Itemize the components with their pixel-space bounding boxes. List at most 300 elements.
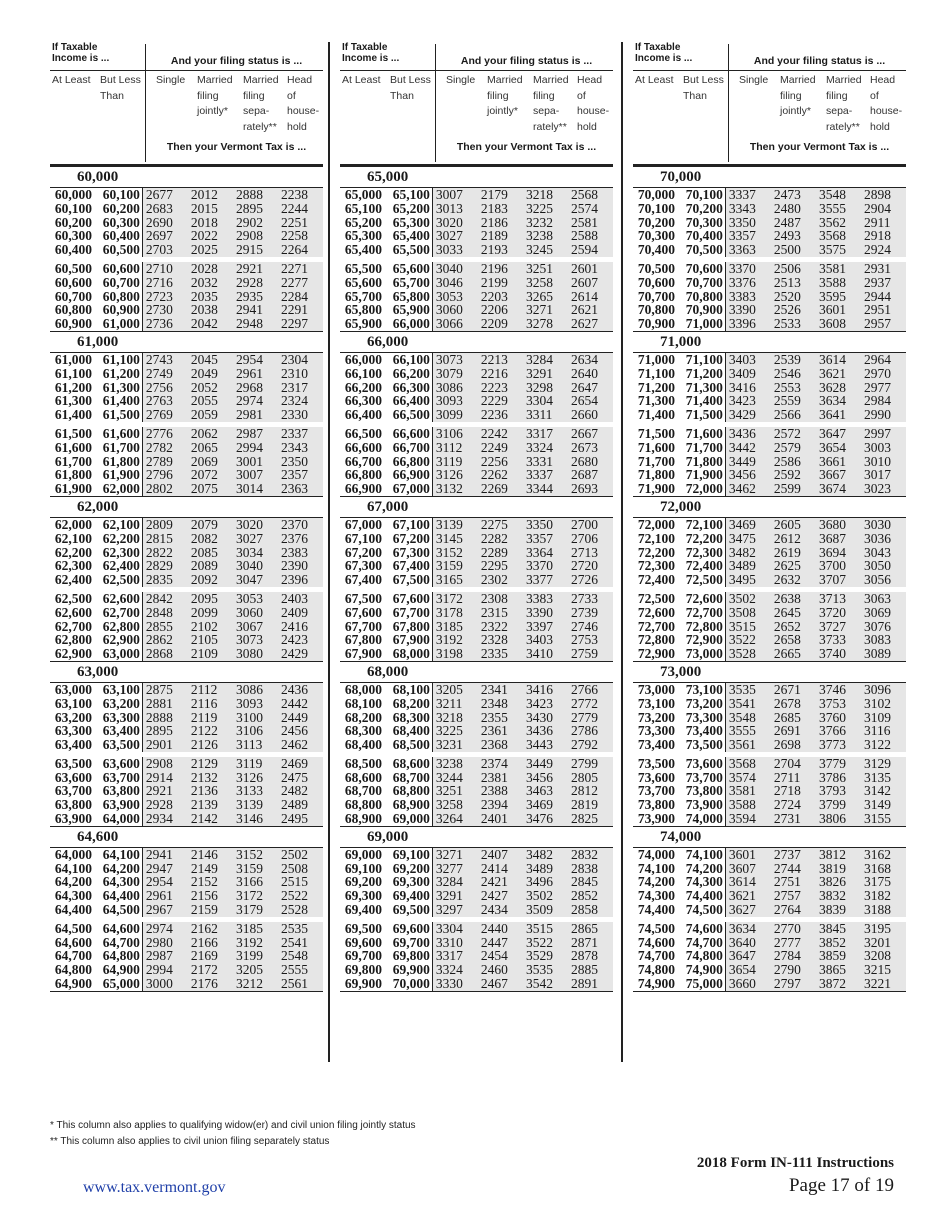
at-least-cell: 63,800 xyxy=(54,797,93,813)
at-least-cell: 69,700 xyxy=(344,948,383,964)
table-row xyxy=(50,317,323,331)
table-row xyxy=(50,353,323,367)
but-less-cell: 64,600 xyxy=(94,922,143,936)
table-row xyxy=(633,606,906,620)
row-group xyxy=(633,188,906,257)
head-of-household-cell: 2970 xyxy=(861,367,906,381)
married-separately-cell: 2888 xyxy=(233,188,278,202)
but-less-cell: 70,900 xyxy=(677,303,726,317)
at-least-cell: 71,300 xyxy=(637,393,676,409)
table-row xyxy=(340,427,613,441)
single-cell: 2743 xyxy=(143,353,188,367)
married-separately-cell: 3542 xyxy=(523,977,568,991)
head-of-household-cell: 2588 xyxy=(568,229,613,243)
married-jointly-cell: 2119 xyxy=(188,711,233,725)
at-least-cell: 73,300 xyxy=(637,723,676,739)
married-jointly-cell: 2381 xyxy=(478,771,523,785)
married-separately-header: Married filing sepa- rately** xyxy=(826,74,862,133)
table-row xyxy=(340,468,613,482)
table-row xyxy=(50,784,323,798)
income-label: If Taxable Income is ... xyxy=(635,42,693,64)
single-cell: 2697 xyxy=(143,229,188,243)
at-least-cell: 65,600 xyxy=(344,274,383,290)
but-less-cell: 64,100 xyxy=(94,848,143,862)
at-least-cell: 64,400 xyxy=(54,902,93,918)
single-cell: 2941 xyxy=(143,848,188,862)
but-less-cell: 66,200 xyxy=(384,367,433,381)
head-of-household-cell: 3149 xyxy=(861,798,906,812)
head-of-household-cell: 3056 xyxy=(861,573,906,587)
married-jointly-cell: 2199 xyxy=(478,276,523,290)
head-of-household-cell: 3023 xyxy=(861,482,906,496)
table-row xyxy=(633,757,906,771)
at-least-cell: 61,000 xyxy=(54,351,93,367)
table-row xyxy=(633,353,906,367)
but-less-cell: 66,000 xyxy=(384,317,433,331)
single-cell: 3522 xyxy=(726,633,771,647)
table-row xyxy=(50,188,323,202)
married-separately-cell: 3581 xyxy=(816,262,861,276)
table-row xyxy=(633,381,906,395)
single-cell: 3099 xyxy=(433,408,478,422)
table-row xyxy=(340,633,613,647)
at-least-cell: 63,900 xyxy=(54,811,93,827)
but-less-cell: 66,400 xyxy=(384,394,433,408)
married-separately-cell: 3634 xyxy=(816,394,861,408)
table-row xyxy=(50,455,323,469)
at-least-cell: 65,300 xyxy=(344,228,383,244)
table-row xyxy=(633,724,906,738)
married-jointly-cell: 2348 xyxy=(478,697,523,711)
single-cell: 3469 xyxy=(726,518,771,532)
single-cell: 3508 xyxy=(726,606,771,620)
column-divider xyxy=(621,42,623,1062)
but-less-cell: 66,700 xyxy=(384,441,433,455)
table-header xyxy=(633,40,906,164)
married-separately-cell: 3502 xyxy=(523,889,568,903)
married-jointly-cell: 2183 xyxy=(478,202,523,216)
table-row xyxy=(340,738,613,752)
head-of-household-cell: 2984 xyxy=(861,394,906,408)
married-separately-cell: 3555 xyxy=(816,202,861,216)
at-least-cell: 74,700 xyxy=(637,948,676,964)
filing-status-label: And your filing status is ... xyxy=(170,55,303,67)
head-of-household-cell: 2429 xyxy=(278,647,323,661)
single-cell: 3502 xyxy=(726,592,771,606)
at-least-cell: 64,600 xyxy=(54,934,93,950)
row-group xyxy=(50,757,323,826)
table-row xyxy=(50,798,323,812)
at-least-cell: 62,400 xyxy=(54,572,93,588)
married-separately-cell: 3265 xyxy=(523,290,568,304)
but-less-cell: 61,700 xyxy=(94,441,143,455)
but-less-cell: 74,800 xyxy=(677,949,726,963)
head-of-household-cell: 3116 xyxy=(861,724,906,738)
at-least-cell: 68,200 xyxy=(344,709,383,725)
but-less-cell: 64,400 xyxy=(94,889,143,903)
table-row xyxy=(633,889,906,903)
at-least-cell: 61,200 xyxy=(54,379,93,395)
table-row xyxy=(340,353,613,367)
at-least-cell: 73,500 xyxy=(637,755,676,771)
table-header xyxy=(340,40,613,164)
single-cell: 3376 xyxy=(726,276,771,290)
table-row xyxy=(633,427,906,441)
married-separately-cell: 3331 xyxy=(523,455,568,469)
married-separately-cell: 3317 xyxy=(523,427,568,441)
married-separately-cell: 3258 xyxy=(523,276,568,290)
head-of-household-cell: 3043 xyxy=(861,546,906,560)
but-less-cell: 68,900 xyxy=(384,798,433,812)
single-cell: 3390 xyxy=(726,303,771,317)
married-separately-cell: 3298 xyxy=(523,381,568,395)
but-less-cell: 71,600 xyxy=(677,427,726,441)
head-of-household-cell: 2324 xyxy=(278,394,323,408)
married-jointly-cell: 2751 xyxy=(771,875,816,889)
table-row xyxy=(633,573,906,587)
married-separately-cell: 3515 xyxy=(523,922,568,936)
head-of-household-cell: 2423 xyxy=(278,633,323,647)
but-less-cell: 66,600 xyxy=(384,427,433,441)
married-jointly-cell: 2079 xyxy=(188,518,233,532)
but-less-cell: 62,000 xyxy=(94,482,143,496)
single-cell: 3317 xyxy=(433,949,478,963)
but-less-cell: 69,200 xyxy=(384,862,433,876)
row-group xyxy=(50,188,323,257)
married-separately-cell: 3199 xyxy=(233,949,278,963)
but-less-cell: 64,000 xyxy=(94,812,143,826)
head-of-household-cell: 3003 xyxy=(861,441,906,455)
at-least-cell: 70,500 xyxy=(637,260,676,276)
section-title: 61,000 xyxy=(77,333,119,350)
page-number: Page 17 of 19 xyxy=(788,1175,894,1196)
table-row xyxy=(340,559,613,573)
but-less-cell: 66,100 xyxy=(384,353,433,367)
married-separately-cell: 3357 xyxy=(523,532,568,546)
head-of-household-cell: 2304 xyxy=(278,353,323,367)
head-of-household-cell: 2594 xyxy=(568,243,613,257)
head-of-household-cell: 2284 xyxy=(278,290,323,304)
single-cell: 3291 xyxy=(433,889,478,903)
row-group xyxy=(50,262,323,331)
head-of-household-cell: 3083 xyxy=(861,633,906,647)
table-section xyxy=(633,352,906,497)
but-less-cell: 73,800 xyxy=(677,784,726,798)
married-separately-cell: 3205 xyxy=(233,963,278,977)
single-cell: 3640 xyxy=(726,936,771,950)
at-least-cell: 60,200 xyxy=(54,214,93,230)
married-jointly-cell: 2572 xyxy=(771,427,816,441)
but-less-cell: 70,800 xyxy=(677,290,726,304)
table-section xyxy=(633,517,906,662)
but-less-cell: 73,200 xyxy=(677,697,726,711)
single-cell: 2934 xyxy=(143,812,188,826)
table-row xyxy=(633,620,906,634)
at-least-cell: 60,700 xyxy=(54,288,93,304)
at-least-cell: 63,400 xyxy=(54,737,93,753)
table-row xyxy=(633,202,906,216)
table-row xyxy=(50,922,323,936)
but-less-cell: 74,400 xyxy=(677,889,726,903)
but-less-cell: 73,600 xyxy=(677,757,726,771)
table-row xyxy=(340,949,613,963)
married-separately-cell: 3060 xyxy=(233,606,278,620)
head-of-household-cell: 2548 xyxy=(278,949,323,963)
at-least-cell: 71,800 xyxy=(637,467,676,483)
single-cell: 3231 xyxy=(433,738,478,752)
website-link[interactable]: www.tax.vermont.gov xyxy=(83,1179,226,1196)
at-least-cell: 73,700 xyxy=(637,783,676,799)
at-least-cell: 61,300 xyxy=(54,393,93,409)
married-separately-cell: 2921 xyxy=(233,262,278,276)
row-group xyxy=(633,518,906,587)
at-least-cell: 72,900 xyxy=(637,646,676,662)
single-cell: 2961 xyxy=(143,889,188,903)
single-cell: 3205 xyxy=(433,683,478,697)
married-separately-cell: 3608 xyxy=(816,317,861,331)
but-less-cell: 60,900 xyxy=(94,303,143,317)
head-of-household-cell: 2746 xyxy=(568,620,613,634)
head-of-household-cell: 2607 xyxy=(568,276,613,290)
married-separately-cell: 3562 xyxy=(816,216,861,230)
head-of-household-cell: 2667 xyxy=(568,427,613,441)
married-jointly-cell: 2229 xyxy=(478,394,523,408)
head-of-household-cell: 3135 xyxy=(861,771,906,785)
table-row xyxy=(633,229,906,243)
head-of-household-cell: 2238 xyxy=(278,188,323,202)
single-header: Single xyxy=(739,74,769,86)
at-least-cell: 73,100 xyxy=(637,695,676,711)
married-jointly-cell: 2275 xyxy=(478,518,523,532)
married-jointly-cell: 2414 xyxy=(478,862,523,876)
married-separately-cell: 3720 xyxy=(816,606,861,620)
at-least-cell: 60,000 xyxy=(54,187,93,202)
married-jointly-cell: 2206 xyxy=(478,303,523,317)
at-least-cell: 70,900 xyxy=(637,316,676,332)
table-row xyxy=(340,922,613,936)
table-row xyxy=(50,394,323,408)
married-separately-cell: 3482 xyxy=(523,848,568,862)
married-jointly-cell: 2142 xyxy=(188,812,233,826)
married-jointly-cell: 2146 xyxy=(188,848,233,862)
single-cell: 2947 xyxy=(143,862,188,876)
single-cell: 3258 xyxy=(433,798,478,812)
married-jointly-cell: 2289 xyxy=(478,546,523,560)
married-jointly-cell: 2797 xyxy=(771,977,816,991)
table-row xyxy=(50,559,323,573)
single-cell: 3436 xyxy=(726,427,771,441)
single-cell: 3350 xyxy=(726,216,771,230)
single-cell: 3053 xyxy=(433,290,478,304)
row-group xyxy=(340,427,613,496)
head-of-household-cell: 2792 xyxy=(568,738,613,752)
single-cell: 2987 xyxy=(143,949,188,963)
head-of-household-cell: 2475 xyxy=(278,771,323,785)
table-row xyxy=(340,188,613,202)
footnote-2: ** This column also applies to civil union filing separately status xyxy=(50,1136,330,1147)
but-less-cell: 63,600 xyxy=(94,757,143,771)
head-of-household-cell: 2957 xyxy=(861,317,906,331)
at-least-cell: 72,600 xyxy=(637,604,676,620)
married-jointly-cell: 2341 xyxy=(478,683,523,697)
single-cell: 3165 xyxy=(433,573,478,587)
table-row xyxy=(340,697,613,711)
married-separately-cell: 3040 xyxy=(233,559,278,573)
married-jointly-cell: 2632 xyxy=(771,573,816,587)
married-jointly-cell: 2129 xyxy=(188,757,233,771)
married-jointly-cell: 2790 xyxy=(771,963,816,977)
married-separately-cell: 2908 xyxy=(233,229,278,243)
table-row xyxy=(633,303,906,317)
but-less-cell: 60,500 xyxy=(94,243,143,257)
at-least-cell: 70,400 xyxy=(637,242,676,258)
row-group xyxy=(50,683,323,752)
at-least-cell: 73,800 xyxy=(637,797,676,813)
at-least-cell: 73,200 xyxy=(637,709,676,725)
single-cell: 3489 xyxy=(726,559,771,573)
married-separately-cell: 3667 xyxy=(816,468,861,482)
married-separately-cell: 3621 xyxy=(816,367,861,381)
head-of-household-cell: 2409 xyxy=(278,606,323,620)
head-of-household-cell: 2640 xyxy=(568,367,613,381)
single-cell: 2835 xyxy=(143,573,188,587)
table-row xyxy=(50,381,323,395)
at-least-header: At Least xyxy=(52,74,91,86)
table-row xyxy=(340,771,613,785)
head-of-household-cell: 3089 xyxy=(861,647,906,661)
married-separately-cell: 3753 xyxy=(816,697,861,711)
single-header: Single xyxy=(156,74,186,86)
at-least-cell: 64,700 xyxy=(54,948,93,964)
at-least-cell: 67,000 xyxy=(344,516,383,532)
but-less-cell: 70,100 xyxy=(677,188,726,202)
single-cell: 3172 xyxy=(433,592,478,606)
table-row xyxy=(633,812,906,826)
but-less-cell: 67,300 xyxy=(384,546,433,560)
single-cell: 2703 xyxy=(143,243,188,257)
table-row xyxy=(50,949,323,963)
single-cell: 3475 xyxy=(726,532,771,546)
head-of-household-cell: 2363 xyxy=(278,482,323,496)
at-least-cell: 68,000 xyxy=(344,681,383,697)
married-jointly-cell: 2072 xyxy=(188,468,233,482)
table-row xyxy=(340,977,613,991)
but-less-cell: 60,200 xyxy=(94,202,143,216)
single-cell: 2822 xyxy=(143,546,188,560)
table-row xyxy=(50,757,323,771)
head-of-household-cell: 2317 xyxy=(278,381,323,395)
but-less-cell: 60,600 xyxy=(94,262,143,276)
head-of-household-cell: 2383 xyxy=(278,546,323,560)
table-row xyxy=(50,963,323,977)
but-less-cell: 64,500 xyxy=(94,903,143,917)
married-jointly-cell: 2770 xyxy=(771,922,816,936)
but-less-cell: 60,300 xyxy=(94,216,143,230)
at-least-cell: 65,800 xyxy=(344,302,383,318)
at-least-cell: 71,700 xyxy=(637,453,676,469)
at-least-cell: 69,100 xyxy=(344,860,383,876)
head-of-household-cell: 2819 xyxy=(568,798,613,812)
but-less-cell: 61,400 xyxy=(94,394,143,408)
at-least-cell: 66,800 xyxy=(344,467,383,483)
at-least-cell: 73,400 xyxy=(637,737,676,753)
but-less-cell: 72,200 xyxy=(677,532,726,546)
married-jointly-cell: 2744 xyxy=(771,862,816,876)
table-row xyxy=(633,875,906,889)
but-less-cell: 68,600 xyxy=(384,757,433,771)
married-jointly-cell: 2025 xyxy=(188,243,233,257)
head-of-household-cell: 2700 xyxy=(568,518,613,532)
single-cell: 3238 xyxy=(433,757,478,771)
married-jointly-cell: 2401 xyxy=(478,812,523,826)
table-row xyxy=(340,303,613,317)
married-jointly-cell: 2533 xyxy=(771,317,816,331)
at-least-cell: 67,500 xyxy=(344,590,383,606)
head-of-household-cell: 3102 xyxy=(861,697,906,711)
but-less-cell: 67,900 xyxy=(384,633,433,647)
but-less-cell: 65,800 xyxy=(384,290,433,304)
head-of-household-cell: 2858 xyxy=(568,903,613,917)
married-jointly-cell: 2015 xyxy=(188,202,233,216)
married-separately-cell: 3832 xyxy=(816,889,861,903)
but-less-cell: 68,000 xyxy=(384,647,433,661)
single-cell: 2756 xyxy=(143,381,188,395)
but-less-cell: 72,000 xyxy=(677,482,726,496)
row-group xyxy=(340,262,613,331)
head-of-household-cell: 3142 xyxy=(861,784,906,798)
at-least-cell: 62,700 xyxy=(54,618,93,634)
single-cell: 3000 xyxy=(143,977,188,991)
section-title: 64,600 xyxy=(77,828,119,845)
head-of-household-cell: 2277 xyxy=(278,276,323,290)
single-cell: 2763 xyxy=(143,394,188,408)
married-jointly-cell: 2136 xyxy=(188,784,233,798)
married-jointly-cell: 2546 xyxy=(771,367,816,381)
table-row xyxy=(633,949,906,963)
at-least-cell: 72,200 xyxy=(637,544,676,560)
head-of-household-cell: 2878 xyxy=(568,949,613,963)
single-cell: 2954 xyxy=(143,875,188,889)
table-row xyxy=(340,724,613,738)
married-jointly-cell: 2480 xyxy=(771,202,816,216)
single-header: Single xyxy=(446,74,476,86)
head-of-household-cell: 3215 xyxy=(861,963,906,977)
at-least-cell: 71,600 xyxy=(637,439,676,455)
table-section xyxy=(340,352,613,497)
at-least-cell: 64,300 xyxy=(54,888,93,904)
single-cell: 2888 xyxy=(143,711,188,725)
married-separately-cell: 3067 xyxy=(233,620,278,634)
single-cell: 3046 xyxy=(433,276,478,290)
table-row xyxy=(633,367,906,381)
single-cell: 3020 xyxy=(433,216,478,230)
single-cell: 3033 xyxy=(433,243,478,257)
at-least-cell: 74,100 xyxy=(637,860,676,876)
married-separately-cell: 3212 xyxy=(233,977,278,991)
single-cell: 3093 xyxy=(433,394,478,408)
single-cell: 2716 xyxy=(143,276,188,290)
single-cell: 3106 xyxy=(433,427,478,441)
form-title: 2018 Form IN-111 Instructions xyxy=(696,1155,894,1171)
table-header xyxy=(50,40,323,164)
but-less-cell: 71,100 xyxy=(677,353,726,367)
married-jointly-cell: 2105 xyxy=(188,633,233,647)
head-of-household-cell: 2508 xyxy=(278,862,323,876)
married-jointly-cell: 2159 xyxy=(188,903,233,917)
head-of-household-cell: 2865 xyxy=(568,922,613,936)
single-cell: 3588 xyxy=(726,798,771,812)
at-least-cell: 62,600 xyxy=(54,604,93,620)
